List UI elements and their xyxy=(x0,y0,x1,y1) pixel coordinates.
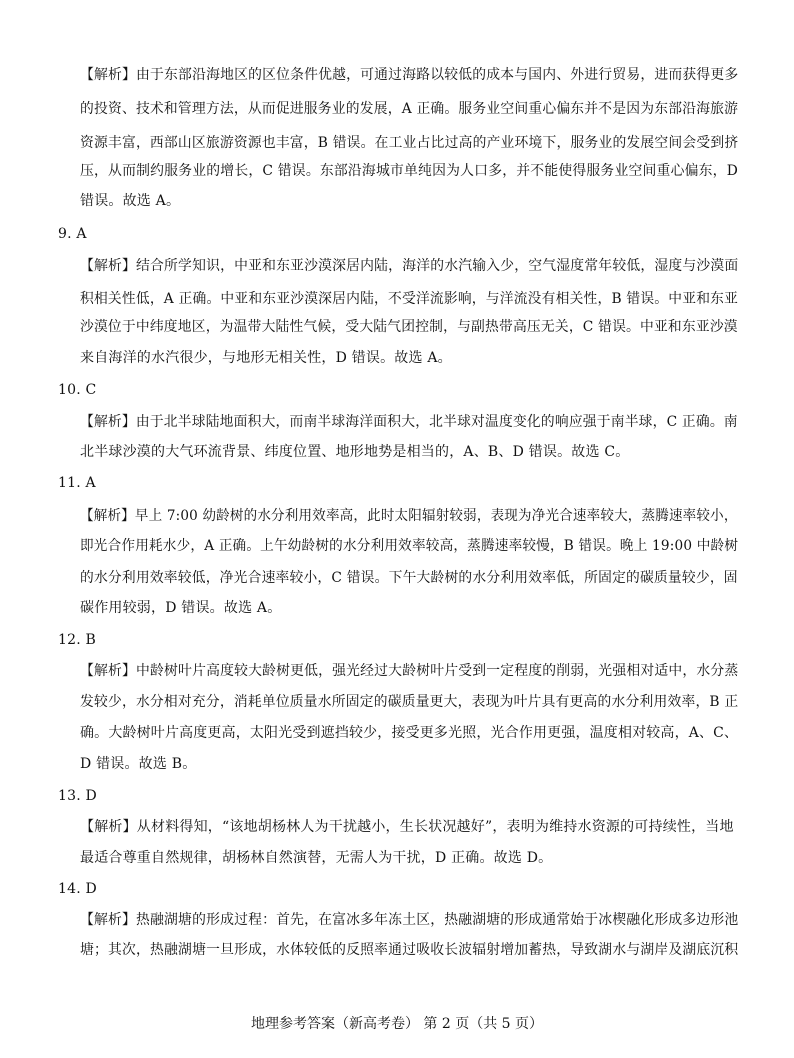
answer-number: 10. C xyxy=(58,382,97,398)
analysis-line: 【解析】从材料得知，“该地胡杨林人为干扰越小，生长状况越好”，表明为维持水资源的可持续性，当地 xyxy=(80,819,734,835)
analysis-line: 【解析】中龄树叶片高度较大龄树更低，强光经过大龄树叶片受到一定程度的削弱，光强相对适中，水分蒸 xyxy=(80,663,739,679)
page-footer: 地理参考答案（新高考卷） 第 2 页（共 5 页） xyxy=(250,1016,544,1032)
analysis-line: 塘；其次，热融湖塘一旦形成，水体较低的反照率通过吸收长波辐射增加蓄热，导致湖水与湖岸及湖底沉积 xyxy=(80,942,739,958)
analysis-line: 来自海洋的水汽很少，与地形无相关性，D 错误。故选 A。 xyxy=(80,350,452,366)
analysis-line: 即光合作用耗水少，A 正确。上午幼龄树的水分利用效率较高，蒸腾速率较慢，B 错误。晚上 19:00 中龄树 xyxy=(80,538,739,554)
analysis-line: 【解析】由于东部沿海地区的区位条件优越，可通过海路以较低的成本与国内、外进行贸易，进而获得更多 xyxy=(80,67,739,83)
analysis-line: D 错误。故选 B。 xyxy=(80,756,197,772)
analysis-line: 【解析】热融湖塘的形成过程：首先，在富冰多年冻土区，热融湖塘的形成通常始于冰楔融化形成多边形池 xyxy=(80,912,739,928)
answer-number: 11. A xyxy=(58,475,96,491)
analysis-line: 错误。故选 A。 xyxy=(80,193,181,209)
analysis-line: 积相关性低，A 正确。中亚和东亚沙漠深居内陆，不受洋流影响，与洋流没有相关性，B 错误。中亚和东亚 xyxy=(80,291,739,307)
answer-number: 12. B xyxy=(58,632,97,648)
analysis-line: 碳作用较弱，D 错误。故选 A。 xyxy=(80,600,282,616)
analysis-line: 【解析】早上 7:00 幼龄树的水分利用效率高，此时太阳辐射较弱，表现为净光合速率较大，蒸腾速率较小， xyxy=(80,508,738,524)
analysis-line: 发较少，水分相对充分，消耗单位质量水所固定的碳质量更大，表现为叶片具有更高的水分利用效率，B 正 xyxy=(80,694,739,710)
analysis-line: 压，从而制约服务业的增长，C 错误。东部沿海城市单纯因为人口多，并不能使得服务业空间重心偏东，D xyxy=(80,163,738,179)
analysis-line: 的水分利用效率较低，净光合速率较小，C 错误。下午大龄树的水分利用效率低，所固定的碳质量较少，固 xyxy=(80,570,738,586)
analysis-line: 北半球沙漠的大气环流背景、纬度位置、地形地势是相当的，A、B、D 错误。故选 C。 xyxy=(80,444,630,460)
analysis-line: 【解析】由于北半球陆地面积大，而南半球海洋面积大，北半球对温度变化的响应强于南半球，C 正确。南 xyxy=(80,414,738,430)
answer-number: 13. D xyxy=(58,788,97,804)
answer-number: 9. A xyxy=(58,226,87,242)
analysis-line: 的投资、技术和管理方法，从而促进服务业的发展，A 正确。服务业空间重心偏东并不是因为东部沿海旅游 xyxy=(80,101,739,117)
analysis-line: 【解析】结合所学知识，中亚和东亚沙漠深居内陆，海洋的水汽输入少，空气湿度常年较低，湿度与沙漠面 xyxy=(80,258,739,274)
answer-number: 14. D xyxy=(58,881,97,897)
analysis-line: 资源丰富，西部山区旅游资源也丰富，B 错误。在工业占比过高的产业环境下，服务业的发展空间会受到挤 xyxy=(80,135,739,151)
analysis-line: 最适合尊重自然规律，胡杨林自然演替，无需人为干扰，D 正确。故选 D。 xyxy=(80,850,553,866)
analysis-line: 确。大龄树叶片高度更高，太阳光受到遮挡较少，接受更多光照，光合作用更强，温度相对较高，A、C、 xyxy=(80,725,739,741)
analysis-line: 沙漠位于中纬度地区，为温带大陆性气候，受大陆气团控制，与副热带高压无关，C 错误。中亚和东亚沙漠 xyxy=(80,319,738,335)
